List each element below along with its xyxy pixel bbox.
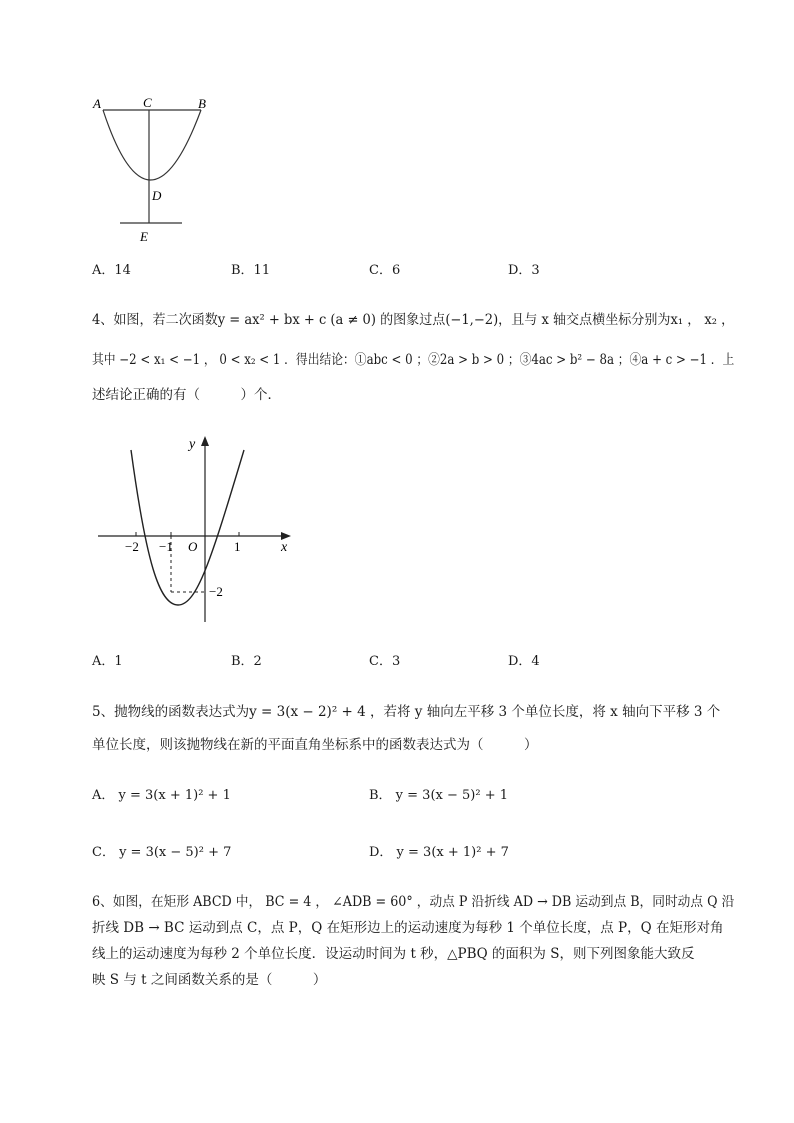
q3-option-d[interactable]: D．3 <box>508 263 540 278</box>
q5-stem-line2: 单位长度，则该抛物线在新的平面直角坐标系中的函数表达式为（ ） <box>92 737 538 753</box>
figure-parabola-abcde <box>88 92 218 244</box>
q6-stem-line2: 折线 DB → BC 运动到点 C，点 P，Q 在矩形边上的运动速度为每秒 1 个单位长度，点 P，Q 在矩形对角 <box>92 920 724 936</box>
label-origin: O <box>188 539 198 554</box>
q4-stem-line1: 4、如图，若二次函数y = ax² + bx + c (a ≠ 0) 的图象过点(−1,−2)，且与 x 轴交点横坐标分别为x₁ ， x₂ ， <box>92 312 735 328</box>
label-b: B <box>198 96 206 111</box>
figure-q4-parabola-graph <box>95 430 300 626</box>
q4-option-a[interactable]: A．1 <box>92 654 123 669</box>
label-y-neg2: −2 <box>209 584 223 599</box>
x-axis-arrow <box>281 532 291 540</box>
label-c: C <box>143 95 152 110</box>
q5-option-b[interactable]: B． y = 3(x − 5)² + 1 <box>369 788 509 803</box>
q6-stem-line4: 映 S 与 t 之间函数关系的是（ ） <box>92 972 327 988</box>
q4-option-c[interactable]: C．3 <box>369 654 401 669</box>
q5-option-d[interactable]: D． y = 3(x + 1)² + 7 <box>369 845 509 860</box>
q5-stem-line1: 5、抛物线的函数表达式为y = 3(x − 2)² + 4 ，若将 y 轴向左平移 3 个单位长度，将 x 轴向下平移 3 个 <box>92 704 721 720</box>
label-one: 1 <box>234 539 241 554</box>
label-y: y <box>189 437 196 452</box>
label-e: E <box>140 229 148 244</box>
q4-stem-line3: 述结论正确的有（ ）个． <box>92 387 281 403</box>
label-neg2: −2 <box>125 539 139 554</box>
q5-option-a[interactable]: A． y = 3(x + 1)² + 1 <box>92 788 231 803</box>
q3-option-b[interactable]: B．11 <box>231 263 271 278</box>
parabola-curve <box>103 110 201 180</box>
label-a: A <box>93 96 101 111</box>
q3-option-c[interactable]: C．6 <box>369 263 401 278</box>
label-x: x <box>281 540 288 555</box>
label-neg1: −1 <box>159 539 173 554</box>
q6-stem-line1: 6、如图，在矩形 ABCD 中， BC = 4 ， ∠ADB = 60° ，动点 P 沿折线 AD → DB 运动到点 B，同时动点 Q 沿 <box>92 894 735 910</box>
label-d: D <box>152 188 162 203</box>
parabola-curve <box>131 450 244 605</box>
q5-option-c[interactable]: C． y = 3(x − 5)² + 7 <box>92 845 232 860</box>
q4-stem-line2: 其中 −2 < x₁ < −1 ， 0 < x₂ < 1 ．得出结论：①abc < 0 ；②2a > b > 0 ；③4ac > b² − 8a ；④a + c > −1 ．上 <box>92 352 735 368</box>
q6-stem-line3: 线上的运动速度为每秒 2 个单位长度．设运动时间为 t 秒，△PBQ 的面积为 S，则下列图象能大致反 <box>92 946 695 962</box>
q4-option-b[interactable]: B．2 <box>231 654 262 669</box>
q3-option-a[interactable]: A．14 <box>92 263 131 278</box>
y-axis-arrow <box>201 436 209 446</box>
q4-option-d[interactable]: D．4 <box>508 654 540 669</box>
